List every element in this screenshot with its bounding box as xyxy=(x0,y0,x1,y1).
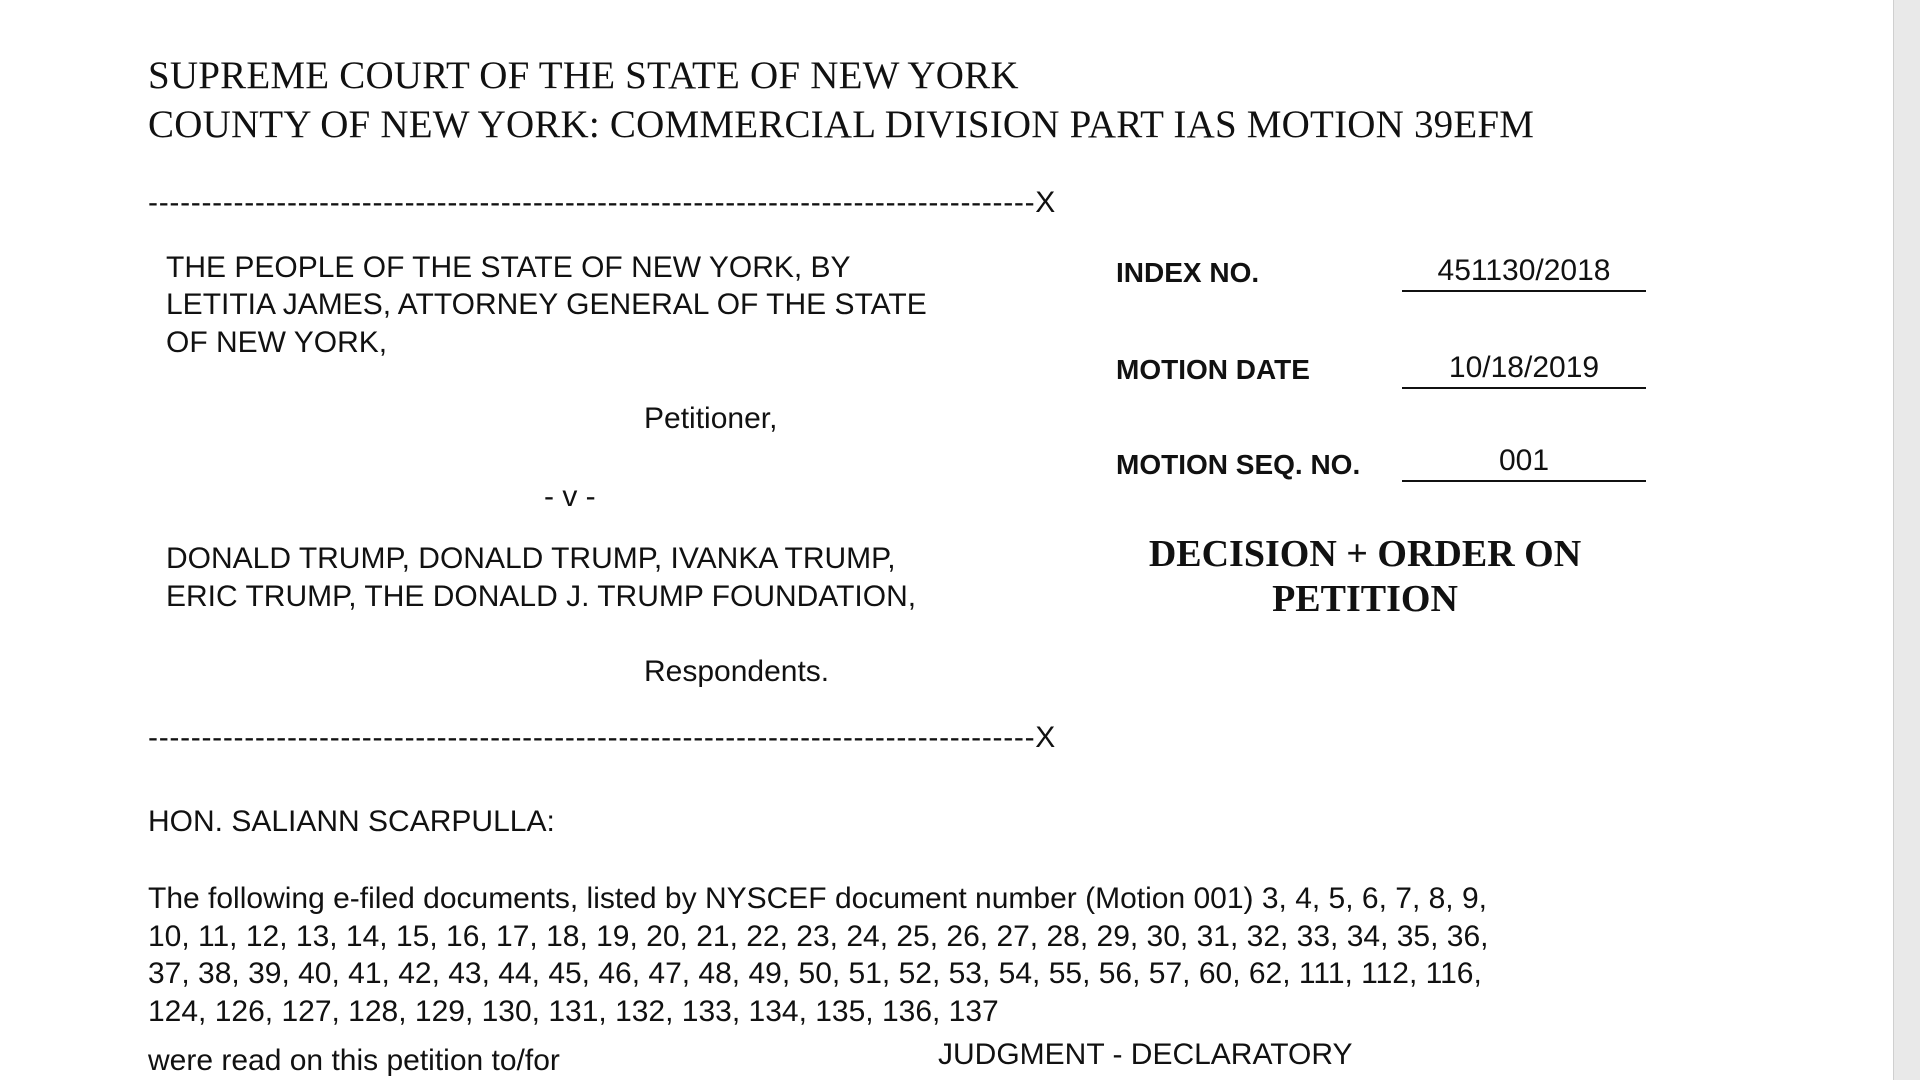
motion-date-value: 10/18/2019 xyxy=(1402,353,1646,389)
document-list-line-4: 124, 126, 127, 128, 129, 130, 131, 132, 133, 134, 135, 136, 137 xyxy=(148,994,999,1028)
petitioner-line-2: LETITIA JAMES, ATTORNEY GENERAL OF THE STATE xyxy=(166,288,927,321)
caption-divider-top: -----------------------------------------------------------------------------------X xyxy=(148,186,1056,219)
relief-type: JUDGMENT - DECLARATORY xyxy=(938,1038,1353,1071)
respondent-line-1: DONALD TRUMP, DONALD TRUMP, IVANKA TRUMP, xyxy=(166,542,896,575)
document-list-line-1: The following e-filed documents, listed by NYSCEF document number (Motion 001) 3, 4, 5, 6, 7, 8, 9, xyxy=(148,882,1487,915)
respondent-line-2: ERIC TRUMP, THE DONALD J. TRUMP FOUNDATION, xyxy=(166,580,917,613)
read-on-text: were read on this petition to/for xyxy=(148,1044,560,1077)
court-name: SUPREME COURT OF THE STATE OF NEW YORK xyxy=(148,54,1019,97)
petitioner-line-3: OF NEW YORK, xyxy=(166,326,388,359)
court-division: COUNTY OF NEW YORK: COMMERCIAL DIVISION PART IAS MOTION 39EFM xyxy=(148,103,1535,146)
respondent-role: Respondents. xyxy=(644,655,830,688)
decision-title-line-2: PETITION xyxy=(1272,578,1458,620)
motion-seq-value: 001 xyxy=(1402,446,1646,482)
petitioner-role: Petitioner, xyxy=(644,402,778,435)
scrollbar[interactable] xyxy=(1893,0,1920,1080)
document-list xyxy=(148,880,1628,1030)
decision-title xyxy=(1100,532,1630,622)
motion-seq-label: MOTION SEQ. NO. xyxy=(1116,449,1361,480)
document-list-line-2: 10, 11, 12, 13, 14, 15, 16, 17, 18, 19, 20, 21, 22, 23, 24, 25, 26, 27, 28, 29, 30, 31, 32, 33, 34, 35, 36, xyxy=(148,919,1489,953)
judge-name: HON. SALIANN SCARPULLA: xyxy=(148,805,555,838)
document-list-line-3: 37, 38, 39, 40, 41, 42, 43, 44, 45, 46, 47, 48, 49, 50, 51, 52, 53, 54, 55, 56, 57, 60, 62, 111, 112, 116, xyxy=(148,957,1482,990)
motion-date-label: MOTION DATE xyxy=(1116,354,1310,385)
decision-title-line-1: DECISION + ORDER ON xyxy=(1148,533,1582,575)
petitioner-line-1: THE PEOPLE OF THE STATE OF NEW YORK, BY xyxy=(166,251,851,284)
caption-divider-bottom: -----------------------------------------------------------------------------------X xyxy=(148,721,1056,754)
index-no-value: 451130/2018 xyxy=(1402,256,1646,292)
index-no-label: INDEX NO. xyxy=(1116,257,1260,288)
versus-marker: - v - xyxy=(544,480,596,513)
